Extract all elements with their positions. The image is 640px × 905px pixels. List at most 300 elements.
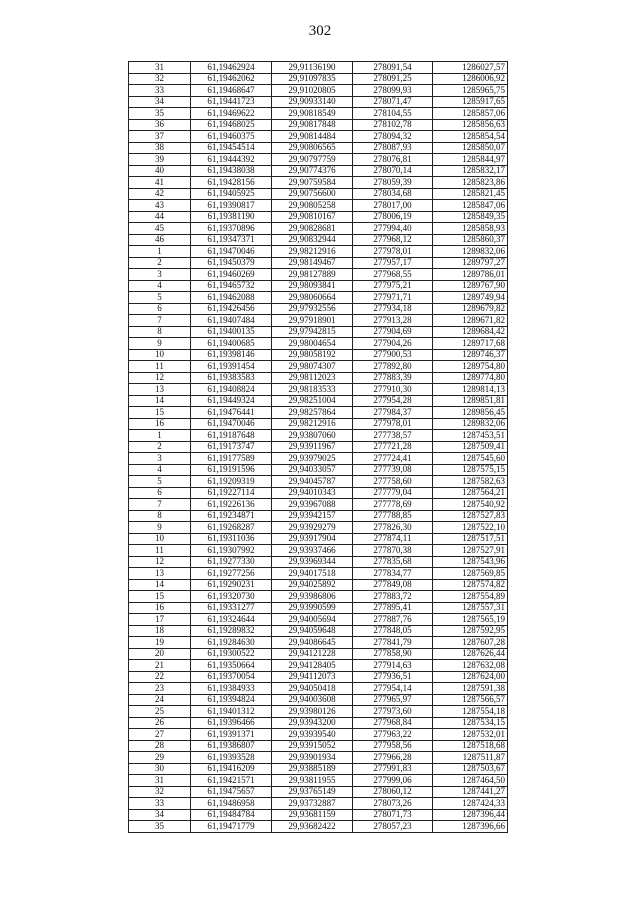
- x-coordinate-cell: 278073,26: [353, 798, 433, 810]
- point-number-cell: 23: [129, 683, 191, 695]
- x-coordinate-cell: 277968,55: [353, 269, 433, 281]
- x-coordinate-cell: 277978,01: [353, 246, 433, 258]
- latitude-cell: 61,19470046: [191, 246, 272, 258]
- x-coordinate-cell: 277858,90: [353, 648, 433, 660]
- longitude-cell: 29,90818549: [272, 108, 353, 120]
- x-coordinate-cell: 277849,08: [353, 579, 433, 591]
- longitude-cell: 29,93911967: [272, 441, 353, 453]
- latitude-cell: 61,19393528: [191, 752, 272, 764]
- longitude-cell: 29,98112023: [272, 372, 353, 384]
- x-coordinate-cell: 277957,17: [353, 257, 433, 269]
- table-row: [129, 533, 508, 545]
- table-row: [129, 441, 508, 453]
- longitude-cell: 29,90828681: [272, 223, 353, 235]
- latitude-cell: 61,19209319: [191, 476, 272, 488]
- table-row: [129, 660, 508, 672]
- y-coordinate-cell: 1287624,00: [433, 671, 508, 683]
- table-row: [129, 614, 508, 626]
- latitude-cell: 61,19469622: [191, 108, 272, 120]
- table-row: [129, 85, 508, 97]
- y-coordinate-cell: 1289679,82: [433, 303, 508, 315]
- longitude-cell: 29,98004654: [272, 338, 353, 350]
- table-row: [129, 96, 508, 108]
- point-number-cell: 13: [129, 568, 191, 580]
- longitude-cell: 29,91097835: [272, 73, 353, 85]
- longitude-cell: 29,93901934: [272, 752, 353, 764]
- x-coordinate-cell: 278087,93: [353, 142, 433, 154]
- y-coordinate-cell: 1289774,80: [433, 372, 508, 384]
- longitude-cell: 29,98127889: [272, 269, 353, 281]
- x-coordinate-cell: 277870,38: [353, 545, 433, 557]
- x-coordinate-cell: 277883,72: [353, 591, 433, 603]
- latitude-cell: 61,19289832: [191, 625, 272, 637]
- point-number-cell: 16: [129, 418, 191, 430]
- y-coordinate-cell: 1289749,94: [433, 292, 508, 304]
- x-coordinate-cell: 278070,14: [353, 165, 433, 177]
- table-row: [129, 694, 508, 706]
- point-number-cell: 34: [129, 809, 191, 821]
- latitude-cell: 61,19307992: [191, 545, 272, 557]
- y-coordinate-cell: 1287545,60: [433, 453, 508, 465]
- longitude-cell: 29,94003608: [272, 694, 353, 706]
- x-coordinate-cell: 277788,85: [353, 510, 433, 522]
- point-number-cell: 11: [129, 361, 191, 373]
- point-number-cell: 40: [129, 165, 191, 177]
- x-coordinate-cell: 278071,47: [353, 96, 433, 108]
- y-coordinate-cell: 1287396,44: [433, 809, 508, 821]
- point-number-cell: 34: [129, 96, 191, 108]
- x-coordinate-cell: 277984,37: [353, 407, 433, 419]
- longitude-cell: 29,90759584: [272, 177, 353, 189]
- x-coordinate-cell: 277834,77: [353, 568, 433, 580]
- longitude-cell: 29,93967088: [272, 499, 353, 511]
- x-coordinate-cell: 278094,32: [353, 131, 433, 143]
- x-coordinate-cell: 277965,97: [353, 694, 433, 706]
- point-number-cell: 32: [129, 786, 191, 798]
- point-number-cell: 31: [129, 775, 191, 787]
- latitude-cell: 61,19438038: [191, 165, 272, 177]
- x-coordinate-cell: 277968,12: [353, 234, 433, 246]
- x-coordinate-cell: 277841,79: [353, 637, 433, 649]
- point-number-cell: 18: [129, 625, 191, 637]
- latitude-cell: 61,19370054: [191, 671, 272, 683]
- y-coordinate-cell: 1287518,68: [433, 740, 508, 752]
- y-coordinate-cell: 1289786,01: [433, 269, 508, 281]
- y-coordinate-cell: 1287554,89: [433, 591, 508, 603]
- point-number-cell: 12: [129, 372, 191, 384]
- x-coordinate-cell: 277954,28: [353, 395, 433, 407]
- x-coordinate-cell: 277934,18: [353, 303, 433, 315]
- table-row: [129, 223, 508, 235]
- latitude-cell: 61,19441723: [191, 96, 272, 108]
- point-number-cell: 35: [129, 108, 191, 120]
- point-number-cell: 8: [129, 326, 191, 338]
- latitude-cell: 61,19394824: [191, 694, 272, 706]
- table-row: [129, 407, 508, 419]
- longitude-cell: 29,97942815: [272, 326, 353, 338]
- y-coordinate-cell: 1287591,38: [433, 683, 508, 695]
- table-row: [129, 246, 508, 258]
- table-row: [129, 545, 508, 557]
- longitude-cell: 29,90810167: [272, 211, 353, 223]
- latitude-cell: 61,19470046: [191, 418, 272, 430]
- latitude-cell: 61,19268287: [191, 522, 272, 534]
- longitude-cell: 29,90817848: [272, 119, 353, 131]
- table-row: [129, 303, 508, 315]
- point-number-cell: 39: [129, 154, 191, 166]
- table-row: [129, 637, 508, 649]
- x-coordinate-cell: 277991,83: [353, 763, 433, 775]
- table-row: [129, 729, 508, 741]
- latitude-cell: 61,19347371: [191, 234, 272, 246]
- longitude-cell: 29,94033057: [272, 464, 353, 476]
- point-number-cell: 2: [129, 441, 191, 453]
- x-coordinate-cell: 277966,28: [353, 752, 433, 764]
- table-row: [129, 257, 508, 269]
- y-coordinate-cell: 1287396,66: [433, 821, 508, 833]
- latitude-cell: 61,19454514: [191, 142, 272, 154]
- latitude-cell: 61,19401312: [191, 706, 272, 718]
- table-row: [129, 430, 508, 442]
- point-number-cell: 38: [129, 142, 191, 154]
- longitude-cell: 29,93980126: [272, 706, 353, 718]
- latitude-cell: 61,19311036: [191, 533, 272, 545]
- y-coordinate-cell: 1287543,96: [433, 556, 508, 568]
- table-row: [129, 453, 508, 465]
- table-row: [129, 706, 508, 718]
- latitude-cell: 61,19391454: [191, 361, 272, 373]
- point-number-cell: 5: [129, 292, 191, 304]
- table-row: [129, 418, 508, 430]
- longitude-cell: 29,93811955: [272, 775, 353, 787]
- latitude-cell: 61,19460269: [191, 269, 272, 281]
- point-number-cell: 33: [129, 798, 191, 810]
- latitude-cell: 61,19350664: [191, 660, 272, 672]
- longitude-cell: 29,90756600: [272, 188, 353, 200]
- x-coordinate-cell: 277883,39: [353, 372, 433, 384]
- latitude-cell: 61,19396466: [191, 717, 272, 729]
- latitude-cell: 61,19320730: [191, 591, 272, 603]
- point-number-cell: 46: [129, 234, 191, 246]
- y-coordinate-cell: 1287453,51: [433, 430, 508, 442]
- point-number-cell: 36: [129, 119, 191, 131]
- x-coordinate-cell: 277994,40: [353, 223, 433, 235]
- latitude-cell: 61,19462088: [191, 292, 272, 304]
- table-row: [129, 740, 508, 752]
- table-row: [129, 683, 508, 695]
- table-row: [129, 292, 508, 304]
- point-number-cell: 16: [129, 602, 191, 614]
- longitude-cell: 29,98149467: [272, 257, 353, 269]
- longitude-cell: 29,93942157: [272, 510, 353, 522]
- y-coordinate-cell: 1289832,06: [433, 418, 508, 430]
- point-number-cell: 2: [129, 257, 191, 269]
- point-number-cell: 25: [129, 706, 191, 718]
- x-coordinate-cell: 277778,69: [353, 499, 433, 511]
- latitude-cell: 61,19421571: [191, 775, 272, 787]
- coordinates-table-body: [129, 62, 508, 833]
- latitude-cell: 61,19449324: [191, 395, 272, 407]
- table-row: [129, 73, 508, 85]
- point-number-cell: 21: [129, 660, 191, 672]
- y-coordinate-cell: 1285965,75: [433, 85, 508, 97]
- longitude-cell: 29,98093841: [272, 280, 353, 292]
- y-coordinate-cell: 1287574,82: [433, 579, 508, 591]
- x-coordinate-cell: 277738,57: [353, 430, 433, 442]
- longitude-cell: 29,93937466: [272, 545, 353, 557]
- y-coordinate-cell: 1285860,37: [433, 234, 508, 246]
- latitude-cell: 61,19407484: [191, 315, 272, 327]
- longitude-cell: 29,90806565: [272, 142, 353, 154]
- longitude-cell: 29,97918901: [272, 315, 353, 327]
- longitude-cell: 29,93732887: [272, 798, 353, 810]
- table-row: [129, 556, 508, 568]
- table-row: [129, 349, 508, 361]
- x-coordinate-cell: 278057,23: [353, 821, 433, 833]
- point-number-cell: 42: [129, 188, 191, 200]
- y-coordinate-cell: 1289832,06: [433, 246, 508, 258]
- x-coordinate-cell: 277910,30: [353, 384, 433, 396]
- longitude-cell: 29,98060664: [272, 292, 353, 304]
- y-coordinate-cell: 1285856,63: [433, 119, 508, 131]
- table-row: [129, 108, 508, 120]
- longitude-cell: 29,94086645: [272, 637, 353, 649]
- point-number-cell: 24: [129, 694, 191, 706]
- point-number-cell: 30: [129, 763, 191, 775]
- point-number-cell: 6: [129, 487, 191, 499]
- x-coordinate-cell: 278034,68: [353, 188, 433, 200]
- table-row: [129, 464, 508, 476]
- point-number-cell: 19: [129, 637, 191, 649]
- y-coordinate-cell: 1287592,95: [433, 625, 508, 637]
- latitude-cell: 61,19400135: [191, 326, 272, 338]
- latitude-cell: 61,19408824: [191, 384, 272, 396]
- point-number-cell: 37: [129, 131, 191, 143]
- latitude-cell: 61,19331277: [191, 602, 272, 614]
- longitude-cell: 29,94128405: [272, 660, 353, 672]
- x-coordinate-cell: 278017,00: [353, 200, 433, 212]
- x-coordinate-cell: 277978,01: [353, 418, 433, 430]
- y-coordinate-cell: 1285850,07: [433, 142, 508, 154]
- x-coordinate-cell: 278006,19: [353, 211, 433, 223]
- x-coordinate-cell: 277958,56: [353, 740, 433, 752]
- table-row: [129, 200, 508, 212]
- latitude-cell: 61,19400685: [191, 338, 272, 350]
- x-coordinate-cell: 277721,28: [353, 441, 433, 453]
- table-row: [129, 499, 508, 511]
- longitude-cell: 29,93915052: [272, 740, 353, 752]
- y-coordinate-cell: 1289746,37: [433, 349, 508, 361]
- longitude-cell: 29,98058192: [272, 349, 353, 361]
- latitude-cell: 61,19187648: [191, 430, 272, 442]
- point-number-cell: 26: [129, 717, 191, 729]
- latitude-cell: 61,19476441: [191, 407, 272, 419]
- table-row: [129, 119, 508, 131]
- x-coordinate-cell: 278060,12: [353, 786, 433, 798]
- longitude-cell: 29,93986806: [272, 591, 353, 603]
- y-coordinate-cell: 1285847,06: [433, 200, 508, 212]
- table-row: [129, 522, 508, 534]
- latitude-cell: 61,19444392: [191, 154, 272, 166]
- y-coordinate-cell: 1285858,93: [433, 223, 508, 235]
- x-coordinate-cell: 277971,71: [353, 292, 433, 304]
- longitude-cell: 29,91136190: [272, 62, 353, 74]
- longitude-cell: 29,90814484: [272, 131, 353, 143]
- latitude-cell: 61,19324644: [191, 614, 272, 626]
- y-coordinate-cell: 1287441,27: [433, 786, 508, 798]
- x-coordinate-cell: 277963,22: [353, 729, 433, 741]
- x-coordinate-cell: 278104,55: [353, 108, 433, 120]
- x-coordinate-cell: 277904,26: [353, 338, 433, 350]
- point-number-cell: 4: [129, 464, 191, 476]
- longitude-cell: 29,90774376: [272, 165, 353, 177]
- y-coordinate-cell: 1287517,51: [433, 533, 508, 545]
- y-coordinate-cell: 1285823,86: [433, 177, 508, 189]
- point-number-cell: 7: [129, 315, 191, 327]
- y-coordinate-cell: 1285917,65: [433, 96, 508, 108]
- y-coordinate-cell: 1285821,45: [433, 188, 508, 200]
- longitude-cell: 29,93990599: [272, 602, 353, 614]
- y-coordinate-cell: 1287532,01: [433, 729, 508, 741]
- point-number-cell: 29: [129, 752, 191, 764]
- y-coordinate-cell: 1287464,50: [433, 775, 508, 787]
- latitude-cell: 61,19468025: [191, 119, 272, 131]
- y-coordinate-cell: 1287626,44: [433, 648, 508, 660]
- y-coordinate-cell: 1287509,41: [433, 441, 508, 453]
- latitude-cell: 61,19416209: [191, 763, 272, 775]
- latitude-cell: 61,19227114: [191, 487, 272, 499]
- point-number-cell: 31: [129, 62, 191, 74]
- latitude-cell: 61,19462062: [191, 73, 272, 85]
- longitude-cell: 29,97932556: [272, 303, 353, 315]
- table-row: [129, 602, 508, 614]
- point-number-cell: 13: [129, 384, 191, 396]
- x-coordinate-cell: 277835,68: [353, 556, 433, 568]
- y-coordinate-cell: 1285857,06: [433, 108, 508, 120]
- latitude-cell: 61,19465732: [191, 280, 272, 292]
- y-coordinate-cell: 1286006,92: [433, 73, 508, 85]
- latitude-cell: 61,19486958: [191, 798, 272, 810]
- point-number-cell: 7: [129, 499, 191, 511]
- point-number-cell: 41: [129, 177, 191, 189]
- latitude-cell: 61,19462924: [191, 62, 272, 74]
- y-coordinate-cell: 1287511,87: [433, 752, 508, 764]
- x-coordinate-cell: 277758,60: [353, 476, 433, 488]
- x-coordinate-cell: 278071,73: [353, 809, 433, 821]
- latitude-cell: 61,19234871: [191, 510, 272, 522]
- y-coordinate-cell: 1287582,63: [433, 476, 508, 488]
- point-number-cell: 3: [129, 453, 191, 465]
- point-number-cell: 32: [129, 73, 191, 85]
- point-number-cell: 11: [129, 545, 191, 557]
- table-row: [129, 177, 508, 189]
- longitude-cell: 29,94121228: [272, 648, 353, 660]
- point-number-cell: 44: [129, 211, 191, 223]
- point-number-cell: 45: [129, 223, 191, 235]
- table-row: [129, 809, 508, 821]
- x-coordinate-cell: 277895,41: [353, 602, 433, 614]
- y-coordinate-cell: 1285849,35: [433, 211, 508, 223]
- x-coordinate-cell: 277968,84: [353, 717, 433, 729]
- point-number-cell: 14: [129, 395, 191, 407]
- point-number-cell: 43: [129, 200, 191, 212]
- point-number-cell: 5: [129, 476, 191, 488]
- longitude-cell: 29,90933140: [272, 96, 353, 108]
- longitude-cell: 29,90832944: [272, 234, 353, 246]
- longitude-cell: 29,98212916: [272, 418, 353, 430]
- x-coordinate-cell: 278099,93: [353, 85, 433, 97]
- table-row: [129, 165, 508, 177]
- table-row: [129, 476, 508, 488]
- x-coordinate-cell: 278091,25: [353, 73, 433, 85]
- table-row: [129, 280, 508, 292]
- longitude-cell: 29,93807060: [272, 430, 353, 442]
- y-coordinate-cell: 1289767,90: [433, 280, 508, 292]
- latitude-cell: 61,19391371: [191, 729, 272, 741]
- y-coordinate-cell: 1287522,10: [433, 522, 508, 534]
- point-number-cell: 1: [129, 246, 191, 258]
- latitude-cell: 61,19173747: [191, 441, 272, 453]
- point-number-cell: 28: [129, 740, 191, 752]
- latitude-cell: 61,19277256: [191, 568, 272, 580]
- longitude-cell: 29,94025892: [272, 579, 353, 591]
- x-coordinate-cell: 277892,80: [353, 361, 433, 373]
- latitude-cell: 61,19284630: [191, 637, 272, 649]
- table-row: [129, 188, 508, 200]
- x-coordinate-cell: 277913,28: [353, 315, 433, 327]
- table-row: [129, 131, 508, 143]
- table-row: [129, 234, 508, 246]
- x-coordinate-cell: 277887,76: [353, 614, 433, 626]
- x-coordinate-cell: 277936,51: [353, 671, 433, 683]
- longitude-cell: 29,98251004: [272, 395, 353, 407]
- y-coordinate-cell: 1287565,19: [433, 614, 508, 626]
- y-coordinate-cell: 1287557,31: [433, 602, 508, 614]
- table-row: [129, 763, 508, 775]
- y-coordinate-cell: 1289851,81: [433, 395, 508, 407]
- x-coordinate-cell: 277848,05: [353, 625, 433, 637]
- table-row: [129, 510, 508, 522]
- point-number-cell: 27: [129, 729, 191, 741]
- y-coordinate-cell: 1287575,15: [433, 464, 508, 476]
- longitude-cell: 29,93929279: [272, 522, 353, 534]
- point-number-cell: 10: [129, 533, 191, 545]
- point-number-cell: 15: [129, 407, 191, 419]
- table-row: [129, 326, 508, 338]
- longitude-cell: 29,98212916: [272, 246, 353, 258]
- y-coordinate-cell: 1289754,80: [433, 361, 508, 373]
- x-coordinate-cell: 277975,21: [353, 280, 433, 292]
- table-row: [129, 786, 508, 798]
- latitude-cell: 61,19381190: [191, 211, 272, 223]
- table-row: [129, 798, 508, 810]
- y-coordinate-cell: 1287424,33: [433, 798, 508, 810]
- x-coordinate-cell: 278102,78: [353, 119, 433, 131]
- table-row: [129, 487, 508, 499]
- point-number-cell: 15: [129, 591, 191, 603]
- latitude-cell: 61,19383583: [191, 372, 272, 384]
- latitude-cell: 61,19370896: [191, 223, 272, 235]
- y-coordinate-cell: 1285854,54: [433, 131, 508, 143]
- longitude-cell: 29,98183533: [272, 384, 353, 396]
- table-row: [129, 579, 508, 591]
- coordinates-table: [128, 61, 508, 833]
- latitude-cell: 61,19475657: [191, 786, 272, 798]
- table-row: [129, 775, 508, 787]
- y-coordinate-cell: 1289684,42: [433, 326, 508, 338]
- y-coordinate-cell: 1287564,21: [433, 487, 508, 499]
- longitude-cell: 29,94045787: [272, 476, 353, 488]
